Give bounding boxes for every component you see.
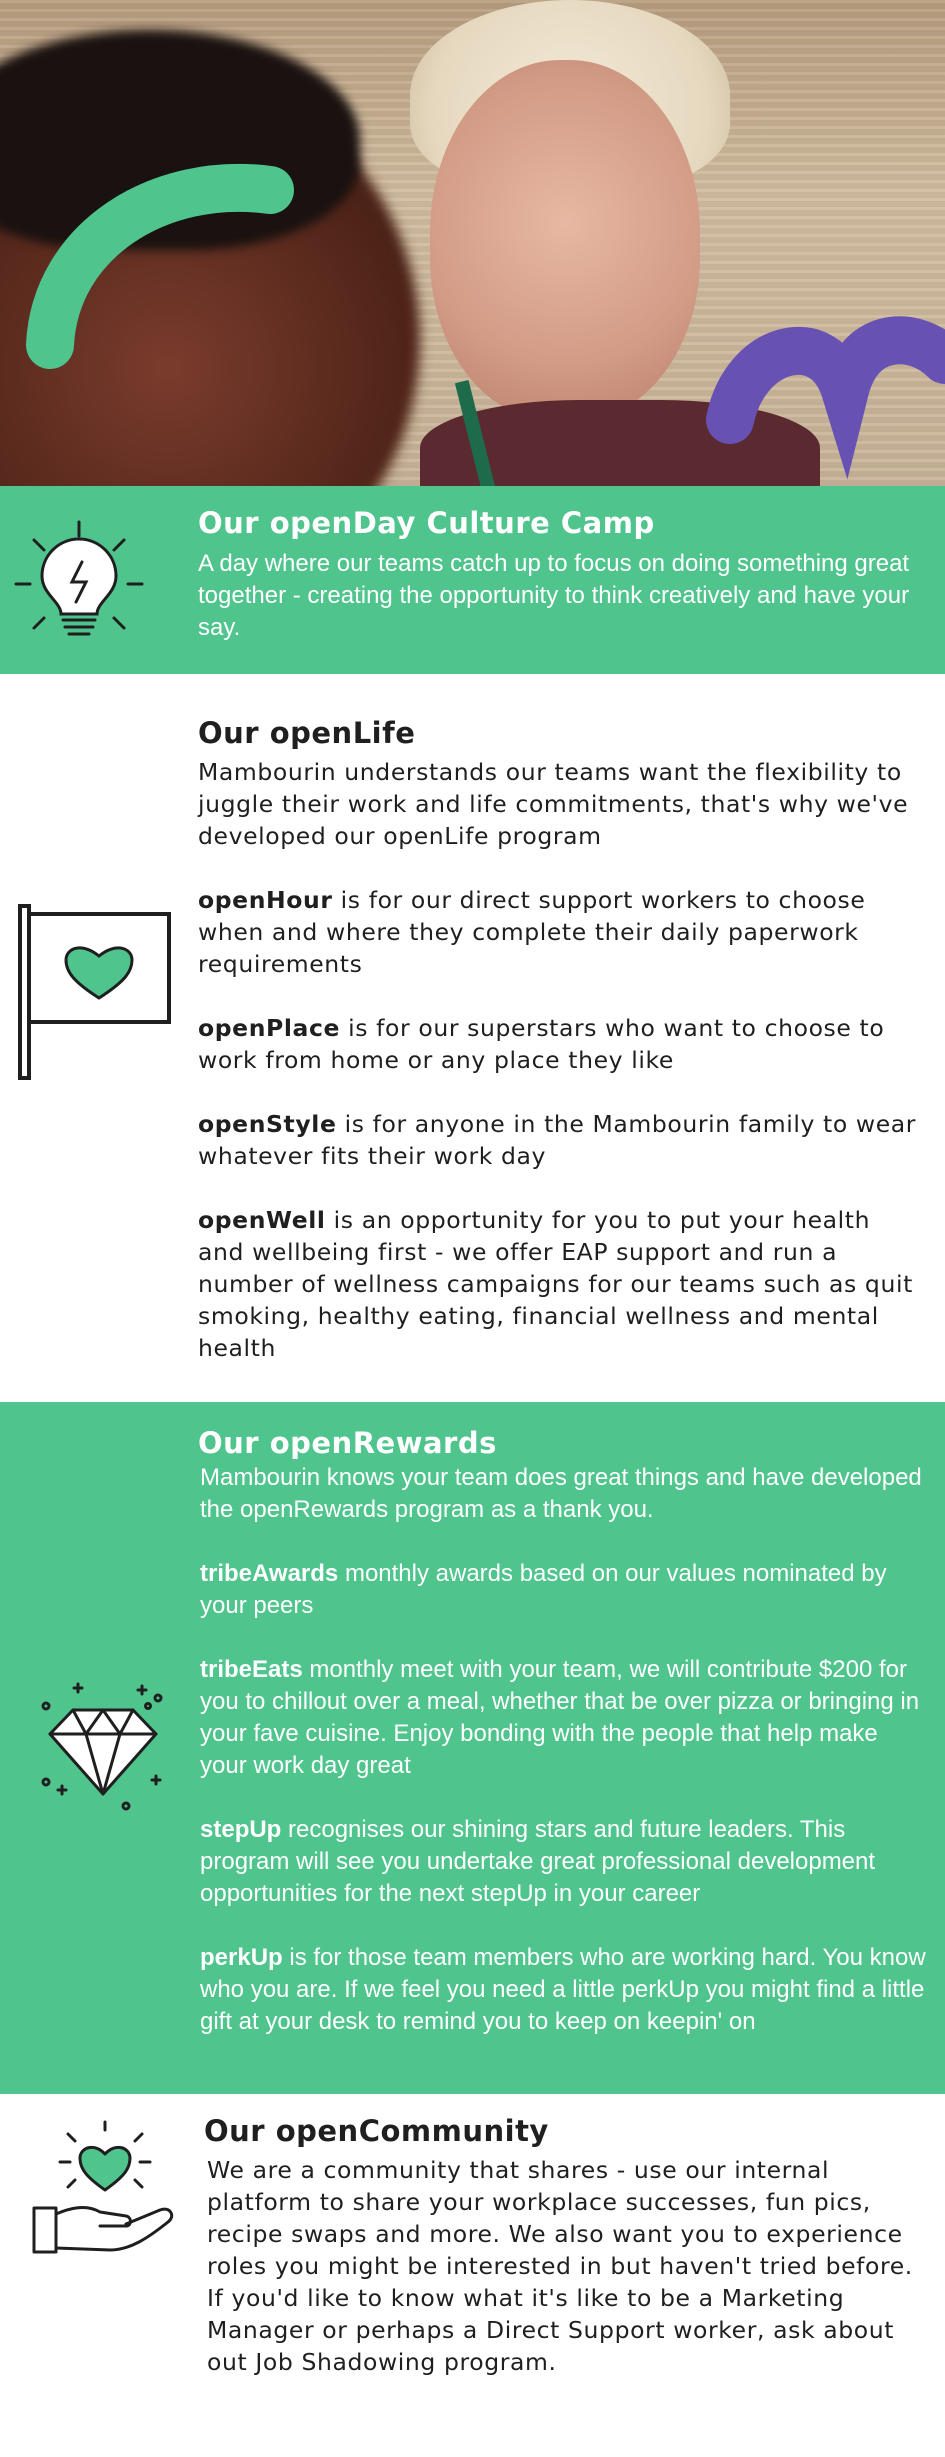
list-item [198, 1012, 918, 1076]
lightbulb-icon [14, 516, 144, 646]
purple-wave-shape [730, 340, 945, 420]
open-life-section [0, 674, 945, 1402]
flag-heart-icon [14, 902, 174, 1082]
green-arc-shape [50, 188, 270, 345]
open-well-keyword: openWell [198, 1206, 326, 1234]
open-place-text: is for our superstars who want to choose to work from home or any place they like [198, 1014, 885, 1074]
open-rewards-section [0, 1402, 945, 2094]
open-life-intro: Mambourin understands our teams want the flexibility to juggle their work and life commitments, that's why we've developed our openLife program [198, 758, 909, 850]
open-well-text: is an opportunity for you to put your health and wellbeing first - we offer EAP support and run a number of wellness campaigns for our teams such as quit smoking, healthy eating, financial wellness and mental health [198, 1206, 913, 1362]
open-style-keyword: openStyle [198, 1110, 337, 1138]
tribe-awards-text: monthly awards based on our values nominated by your peers [200, 1560, 887, 1619]
tribe-awards-keyword: tribeAwards [200, 1560, 339, 1587]
diamond-icon [38, 1678, 168, 1818]
open-rewards-title: Our openRewards [198, 1426, 497, 1460]
list-item [198, 1108, 918, 1172]
open-hour-keyword: openHour [198, 886, 333, 914]
list-item [198, 1204, 918, 1364]
open-place-keyword: openPlace [198, 1014, 341, 1042]
open-rewards-content [200, 1462, 928, 2038]
open-rewards-intro: Mambourin knows your team does great things and have developed the openRewards program as a thank you. [200, 1464, 922, 1523]
open-life-content [198, 756, 918, 1364]
list-item [200, 1942, 928, 2038]
hand-heart-icon [30, 2120, 180, 2260]
step-up-keyword: stepUp [200, 1816, 282, 1843]
tribe-eats-text: monthly meet with your team, we will contribute $200 for you to chillout over a meal, whether that be over pizza or bringing in your fave cuisine. Enjoy bonding with the people that help make your work day great [200, 1656, 920, 1779]
open-hour-text: is for our direct support workers to choose when and where they complete their daily paperwork requirements [198, 886, 866, 978]
culture-camp-title: Our openDay Culture Camp [198, 506, 655, 540]
culture-camp-section [0, 486, 945, 674]
culture-camp-body: A day where our teams catch up to focus on doing something great together - creating the opportunity to think creatively and have your say. [198, 550, 910, 641]
open-style-text: is for anyone in the Mambourin family to wear whatever fits their work day [198, 1110, 917, 1170]
decorative-brand-shapes [0, 0, 945, 486]
perk-up-keyword: perkUp [200, 1944, 283, 1971]
open-community-title: Our openCommunity [204, 2114, 549, 2148]
tribe-eats-keyword: tribeEats [200, 1656, 303, 1683]
hero-photo [0, 0, 945, 486]
perk-up-text: is for those team members who are working hard. You know who you are. If we feel you need a little perkUp you might find a little gift at your desk to remind you to keep on keepin' on [200, 1944, 926, 2035]
list-item [200, 1654, 928, 1782]
list-item [200, 1814, 928, 1910]
list-item [198, 884, 918, 980]
open-community-body: We are a community that shares - use our internal platform to share your workplace successes, fun pics, recipe swaps and more. We also want you to experience roles you might be interested in but haven't tried before. If you'd like to know what it's like to be a Marketing Manager or perhaps a Direct Support worker, ask about out Job Shadowing program. [207, 2156, 913, 2376]
open-community-section [0, 2094, 945, 2457]
open-life-title: Our openLife [198, 716, 416, 750]
step-up-text: recognises our shining stars and future leaders. This program will see you undertake great professional development opportunities for the next stepUp in your career [200, 1816, 876, 1907]
list-item [200, 1558, 928, 1622]
